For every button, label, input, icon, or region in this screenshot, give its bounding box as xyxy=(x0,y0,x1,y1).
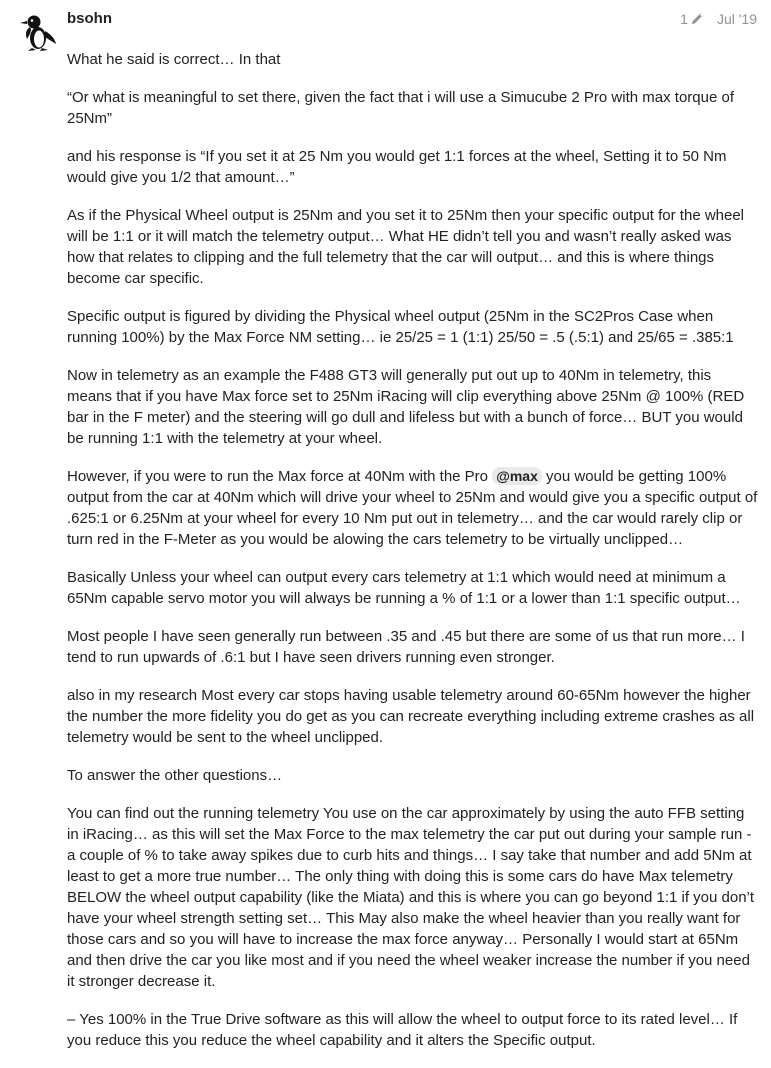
pencil-icon xyxy=(691,13,703,25)
post-paragraph: To answer the other questions… xyxy=(67,767,283,784)
edit-count: 1 xyxy=(680,11,688,27)
post-paragraph: You can find out the running telemetry You use on the car approximately by using the auto FFB setting in iRacing… as this will set the Max Force to the max telemetry the car put out during your sample run - a couple of % to take away spikes due to curb hits and things… I say take that number and add 5Nm at least to get a more true number… The only thing with doing this is some cars do have Max telemetry BELOW the wheel output capability (like the Miata) and this is where you can go beyond 1:1 if you don’t have your wheel strength setting set… This May also make the wheel heavier than you really want for those cars and so you will have to increase the max force anyway… Personally I would start at 65Nm and then drive the car you like most and if you need the wheel weaker increase the number if you need it stronger decrease it. xyxy=(67,805,755,990)
post-paragraph: “Or what is meaningful to set there, given the fact that i will use a Simucube 2 Pro with max torque of 25Nm” xyxy=(67,89,734,127)
post-paragraph: Basically Unless your wheel can output every cars telemetry at 1:1 which would need at minimum a 65Nm capable servo motor you will always be running a % of 1:1 or a lower than 1:1 specific output… xyxy=(67,569,741,607)
post-author-name[interactable]: bsohn xyxy=(67,10,112,27)
post-paragraph: As if the Physical Wheel output is 25Nm and you set it to 25Nm then your specific output for the wheel will be 1:1 or it will match the telemetry output… What HE didn’t tell you and wasn’t really asked was how that relates to clipping and the full telemetry that the car will output… and this is where things become car specific. xyxy=(67,207,745,287)
post-meta xyxy=(680,11,757,27)
post-paragraph: What he said is correct… In that xyxy=(67,51,281,68)
post-paragraph: Most people I have seen generally run between .35 and .45 but there are some of us that run more… I tend to run upwards of .6:1 but I have seen drivers running even stronger. xyxy=(67,628,745,666)
edit-history-button[interactable] xyxy=(680,11,703,27)
penguin-avatar-icon xyxy=(18,11,58,53)
post-paragraph: and his response is “If you set it at 25 Nm you would get 1:1 forces at the wheel, Setting it to 50 Nm would give you 1/2 that amount…” xyxy=(67,148,727,186)
paragraph-text: However, if you were to run the Max force at 40Nm with the Pro xyxy=(67,468,493,485)
paragraph-text: you would be getting 100% output from the car at 40Nm which will drive your wheel to 25Nm and would give you a specific output of .625:1 or 6.25Nm at your wheel for every 10 Nm put out in telemetry… and the car would rarely clip or turn red in the F-Meter as you would be alowing the cars telemetry to be virtually unclipped… xyxy=(67,468,758,548)
user-mention-link[interactable]: @max xyxy=(492,467,542,485)
post-body xyxy=(67,49,759,1068)
post-paragraph: – Yes 100% in the True Drive software as this will allow the wheel to output force to its rated level… If you reduce this you reduce the wheel capability and it alters the Specific output. xyxy=(67,1011,738,1049)
post-date[interactable]: Jul '19 xyxy=(716,11,757,27)
post-paragraph-with-mention xyxy=(67,466,759,550)
post-paragraph: also in my research Most every car stops having usable telemetry around 60-65Nm however the higher the number the more fidelity you do get as you can recreate everything including extreme crashes as all telemetry would be sent to the wheel unclipped. xyxy=(67,687,755,746)
user-avatar[interactable] xyxy=(18,11,58,53)
post-paragraph: Specific output is figured by dividing the Physical wheel output (25Nm in the SC2Pros Case when running 100%) by the Max Force NM setting… ie 25/25 = 1 (1:1) 25/50 = .5 (.5:1) and 25/65 = .385:1 xyxy=(67,308,734,346)
post-paragraph: Now in telemetry as an example the F488 GT3 will generally put out up to 40Nm in telemetry, this means that if you have Max force set to 25Nm iRacing will clip everything above 25Nm @ 100% (RED bar in the F meter) and the steering will go dull and lifeless but with a bunch of force… BUT you would be running 1:1 with the telemetry at your wheel. xyxy=(67,367,745,447)
